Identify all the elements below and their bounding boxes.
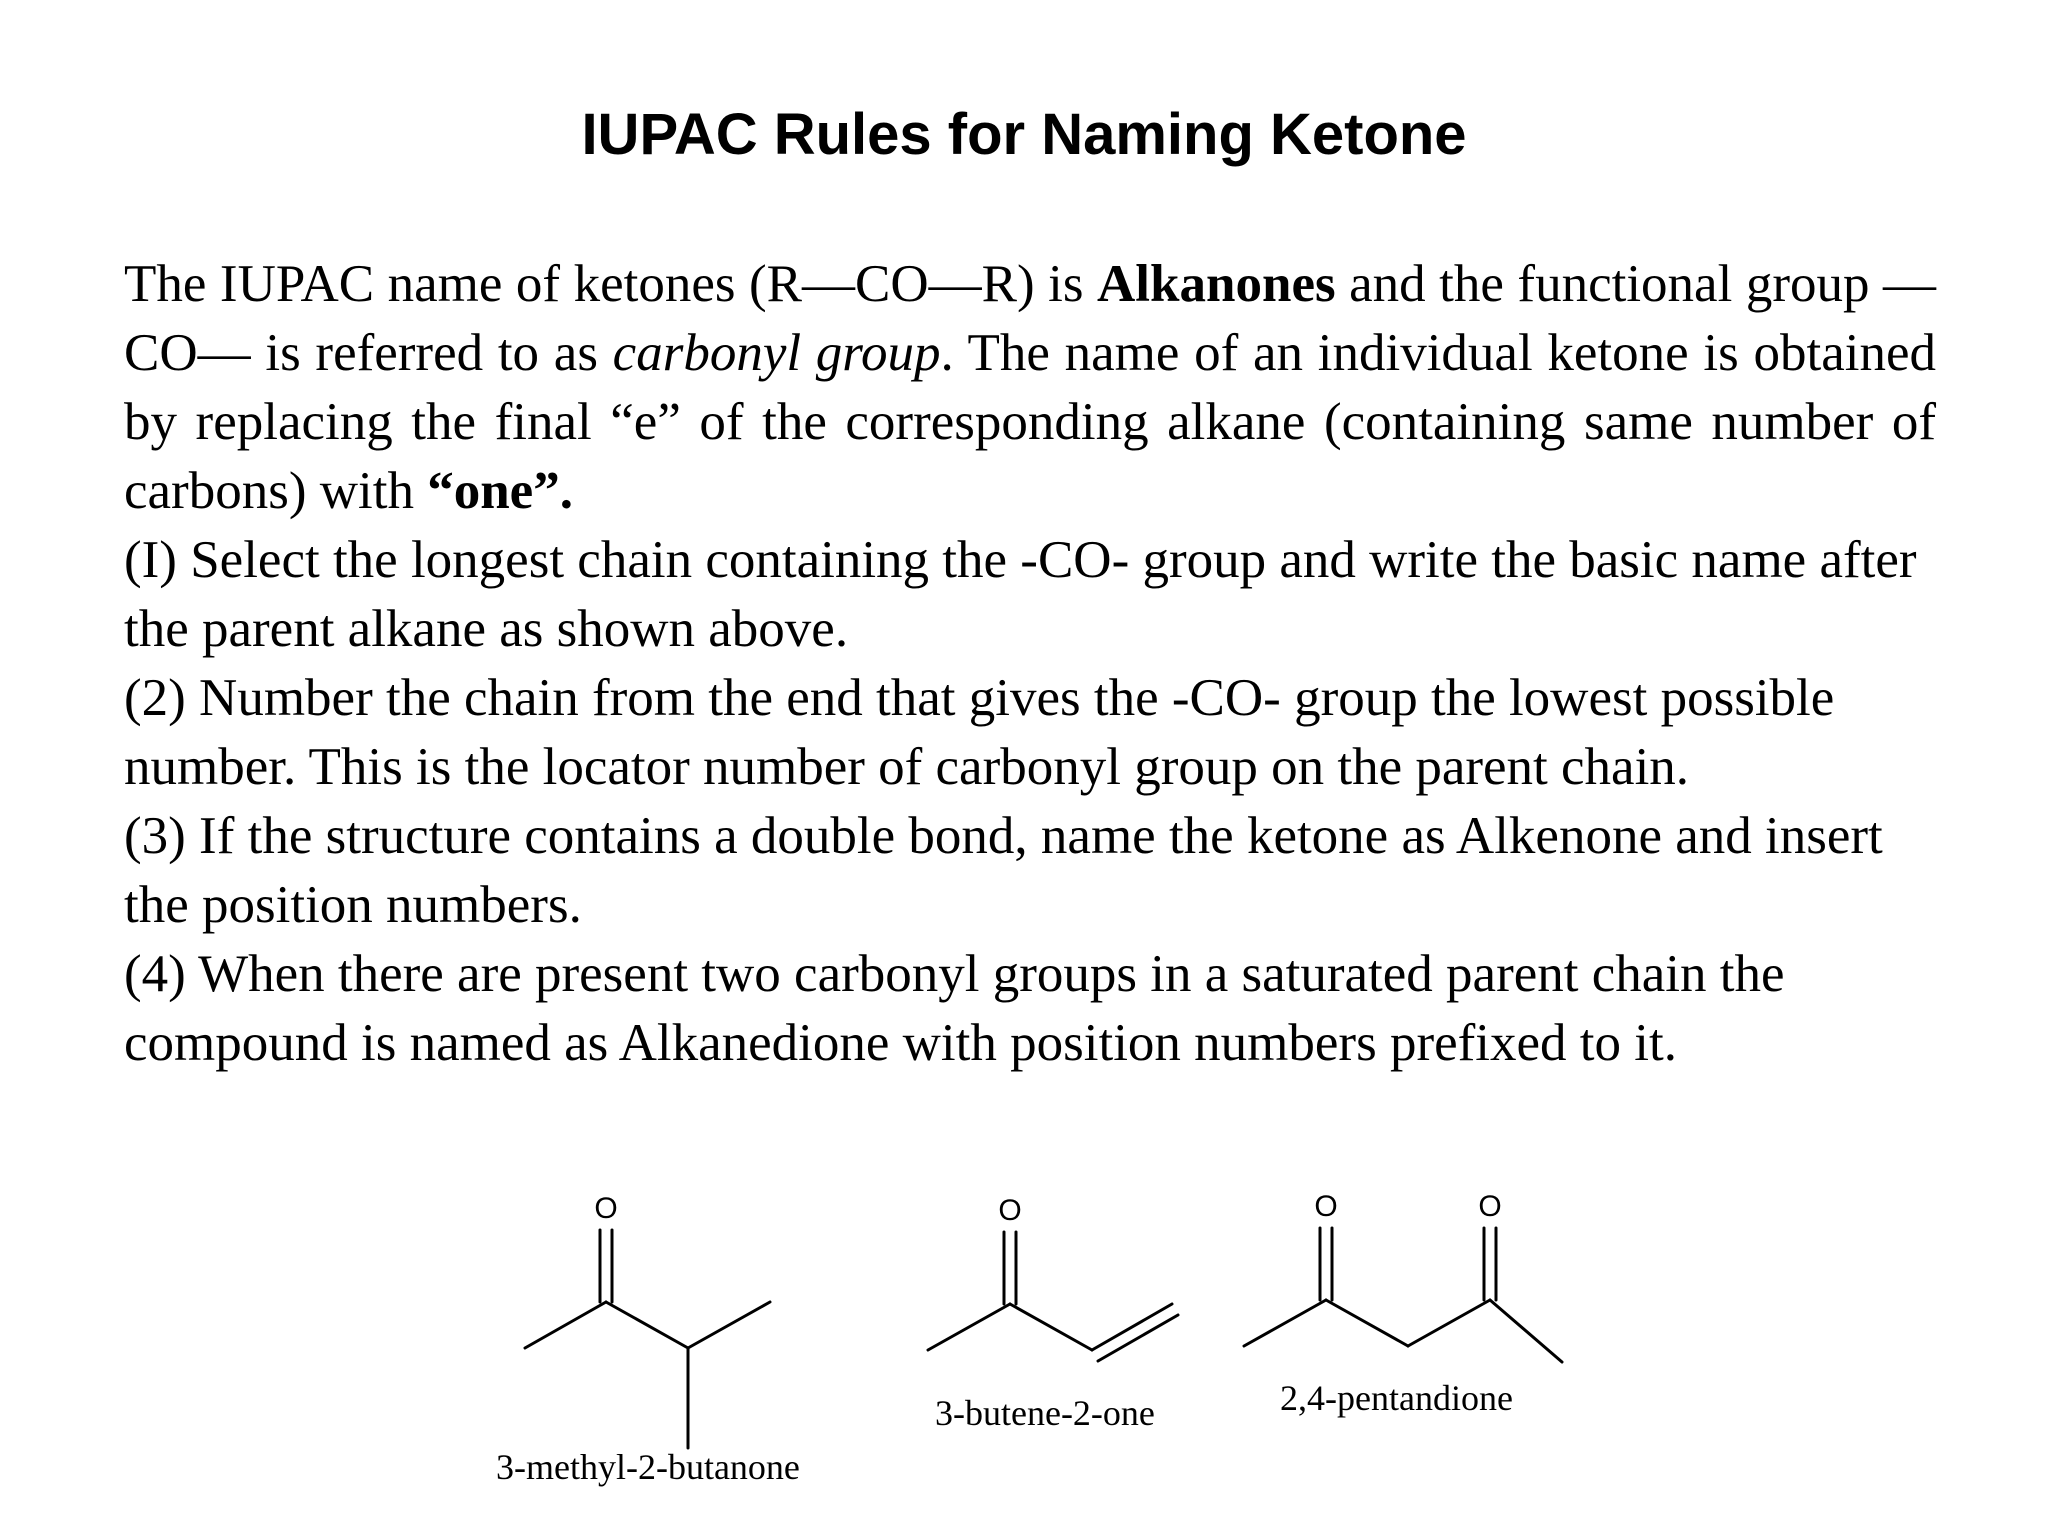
molecule-name-3: 2,4-pentandione xyxy=(1280,1378,1513,1418)
molecule-name-2: 3-butene-2-one xyxy=(935,1393,1155,1433)
oxygen-atom-label-4: O xyxy=(1478,1190,1502,1223)
intro-bold-one: “one”. xyxy=(427,462,573,520)
oxygen-atom-label-1: O xyxy=(594,1192,618,1225)
intro-bold-alkanones: Alkanones xyxy=(1097,255,1336,313)
intro-text-2: and the functional group —CO— is referred to as xyxy=(124,255,1936,382)
structure-3-methyl-2-butanone xyxy=(525,1230,770,1448)
oxygen-atom-label-2: O xyxy=(998,1194,1022,1227)
rule-3: (3) If the structure contains a double bond, name the ketone as Alkenone and insert the position numbers. xyxy=(124,807,1883,934)
intro-paragraph xyxy=(124,250,1936,526)
rule-1: (I) Select the longest chain containing the -CO- group and write the basic name after the parent alkane as shown above. xyxy=(124,531,1917,658)
slide-title: IUPAC Rules for Naming Ketone xyxy=(581,102,1467,167)
intro-text-3: . The name of an individual ketone is obtained by replacing the final “e” of the corresponding alkane (containing same number of carbons) with xyxy=(124,324,1936,520)
oxygen-atom-label-3: O xyxy=(1314,1190,1338,1223)
structure-3-butene-2-one xyxy=(928,1232,1178,1361)
rule-2: (2) Number the chain from the end that gives the -CO- group the lowest possible number. This is the locator number of carbonyl group on the parent chain. xyxy=(124,669,1835,796)
intro-italic-carbonyl: carbonyl group xyxy=(612,324,941,382)
molecule-name-1: 3-methyl-2-butanone xyxy=(496,1447,800,1487)
intro-text-1: The IUPAC name of ketones (R—CO—R) is xyxy=(124,255,1098,313)
slide-body xyxy=(124,250,1936,1078)
rule-4: (4) When there are present two carbonyl groups in a saturated parent chain the compound is named as Alkanedione with position numbers prefixed to it. xyxy=(124,945,1785,1072)
structure-2-4-pentandione xyxy=(1244,1228,1562,1362)
